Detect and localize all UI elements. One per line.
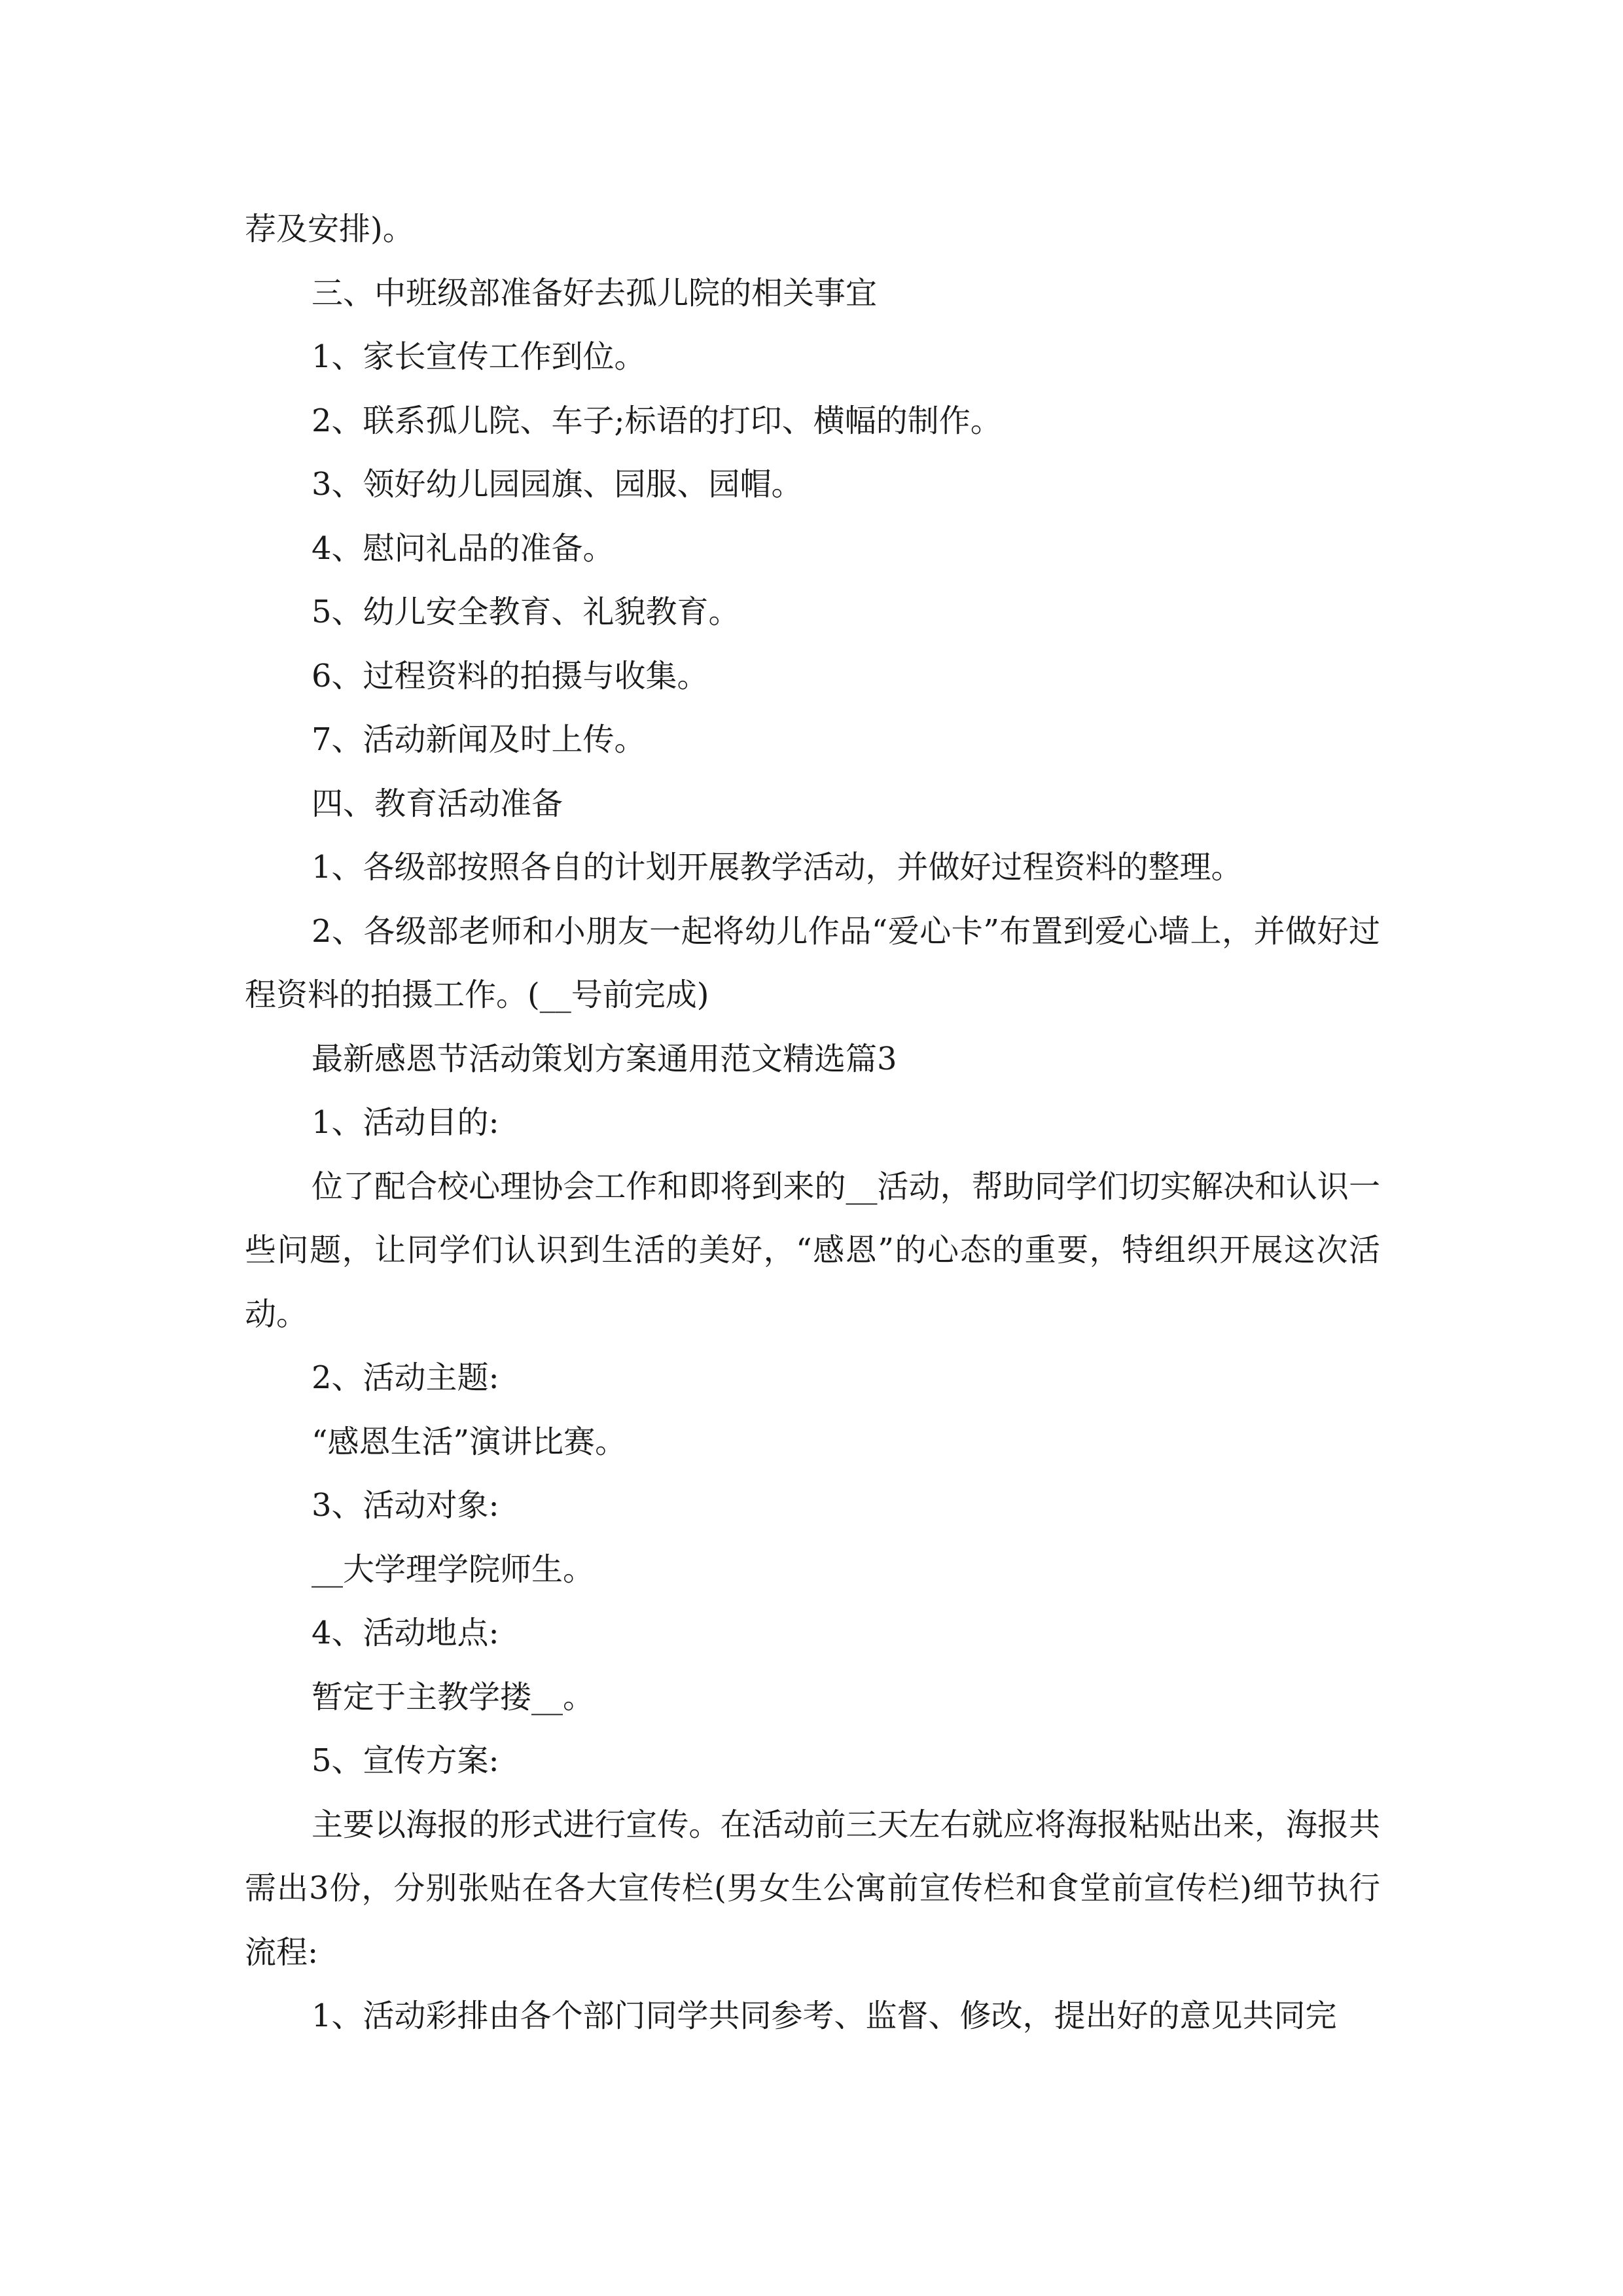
paragraph: “感恩生活”演讲比赛。 (312, 1423, 627, 1460)
list-item: 2、活动主题: (312, 1359, 499, 1396)
list-item: 4、慰问礼品的准备。 (312, 529, 615, 567)
list-item: 4、活动地点: (312, 1615, 499, 1651)
section-heading: 三、中班级部准备好去孤儿院的相关事宜 (312, 274, 878, 312)
list-item: 6、过程资料的拍摄与收集。 (312, 657, 709, 694)
list-item: 1、家长宣传工作到位。 (312, 338, 646, 375)
list-item: 3、活动对象: (312, 1487, 499, 1524)
list-item: 5、幼儿安全教育、礼貌教育。 (312, 594, 740, 630)
article-title: 最新感恩节活动策划方案通用范文精选篇3 (312, 1040, 897, 1077)
paragraph: 暂定于主教学搂__。 (312, 1678, 595, 1715)
list-item: 1、活动彩排由各个部门同学共同参考、监督、修改，提出好的意见共同完 (312, 1998, 1337, 2034)
list-item: 7、活动新闻及时上传。 (312, 721, 646, 758)
list-item: 3、领好幼儿园园旗、园服、园帽。 (312, 466, 803, 503)
list-item: 5、宣传方案: (312, 1742, 499, 1779)
paragraph: __大学理学院师生。 (312, 1551, 595, 1588)
list-item: 1、活动目的: (312, 1104, 499, 1141)
list-item: 1、各级部按照各自的计划开展教学活动，并做好过程资料的整理。 (312, 849, 1243, 886)
document-body (245, 198, 1380, 2049)
list-item: 2、各级部老师和小朋友一起将幼儿作品“爱心卡”布置到爱心墙上，并做好过程资料的拍摄工作。(__号前完成) (245, 912, 1380, 1013)
paragraph: 主要以海报的形式进行宣传。在活动前三天左右就应将海报粘贴出来，海报共需出3份，分别张贴在各大宣传栏(男女生公寓前宣传栏和食堂前宣传栏)细节执行流程: (245, 1806, 1380, 1971)
section-heading: 四、教育活动准备 (312, 785, 563, 822)
paragraph: 荐及安排)。 (245, 211, 414, 247)
paragraph: 位了配合校心理协会工作和即将到来的__活动，帮助同学们切实解决和认识一些问题，让同学们认识到生活的美好，“感恩”的心态的重要，特组织开展这次活动。 (245, 1168, 1380, 1333)
list-item: 2、联系孤儿院、车子;标语的打印、横幅的制作。 (312, 402, 1002, 439)
